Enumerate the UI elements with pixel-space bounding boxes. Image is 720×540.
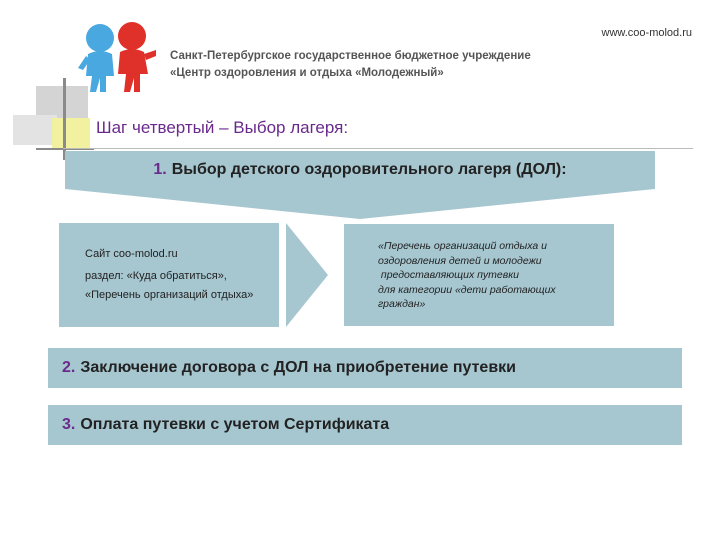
step-1-box (65, 151, 655, 189)
title-separator (63, 148, 693, 149)
site-info-line-2: раздел: «Куда обратиться», (85, 270, 227, 282)
two-children-logo-icon (78, 20, 158, 96)
organizations-list-box (344, 224, 614, 326)
right-arrow-icon (286, 223, 328, 327)
step-1-number: 1. (153, 161, 167, 178)
site-info-box (59, 223, 279, 327)
org-line-2: «Центр оздоровления и отдыха «Молодежный» (170, 67, 444, 79)
site-info-line-3: «Перечень организаций отдыха» (85, 289, 254, 301)
step-2-box (48, 348, 682, 388)
step-3-box (48, 405, 682, 445)
site-info-line-1: Сайт coo-molod.ru (85, 248, 178, 260)
down-arrow-icon (65, 189, 655, 219)
organizations-list-text: «Перечень организаций отдыха и оздоровления детей и молодежи предоставляющих путевки для категории «дети работающих граждан» (378, 240, 556, 310)
organization-name (170, 48, 531, 82)
step-1-text: Выбор детского оздоровительного лагеря (ДОЛ): (171, 161, 567, 178)
site-url: www.coo-molod.ru (601, 27, 692, 39)
step-2-number: 2. (62, 359, 76, 376)
decorative-square (13, 115, 57, 145)
decorative-square-yellow (52, 118, 90, 150)
step-3-text: Оплата путевки с учетом Сертификата (80, 416, 390, 433)
org-line-1: Санкт-Петербургское государственное бюджетное учреждение (170, 50, 531, 62)
step-2-text: Заключение договора с ДОЛ на приобретение путевки (80, 359, 516, 376)
step-3-number: 3. (62, 416, 76, 433)
step-title: Шаг четвертый – Выбор лагеря: (96, 118, 349, 137)
